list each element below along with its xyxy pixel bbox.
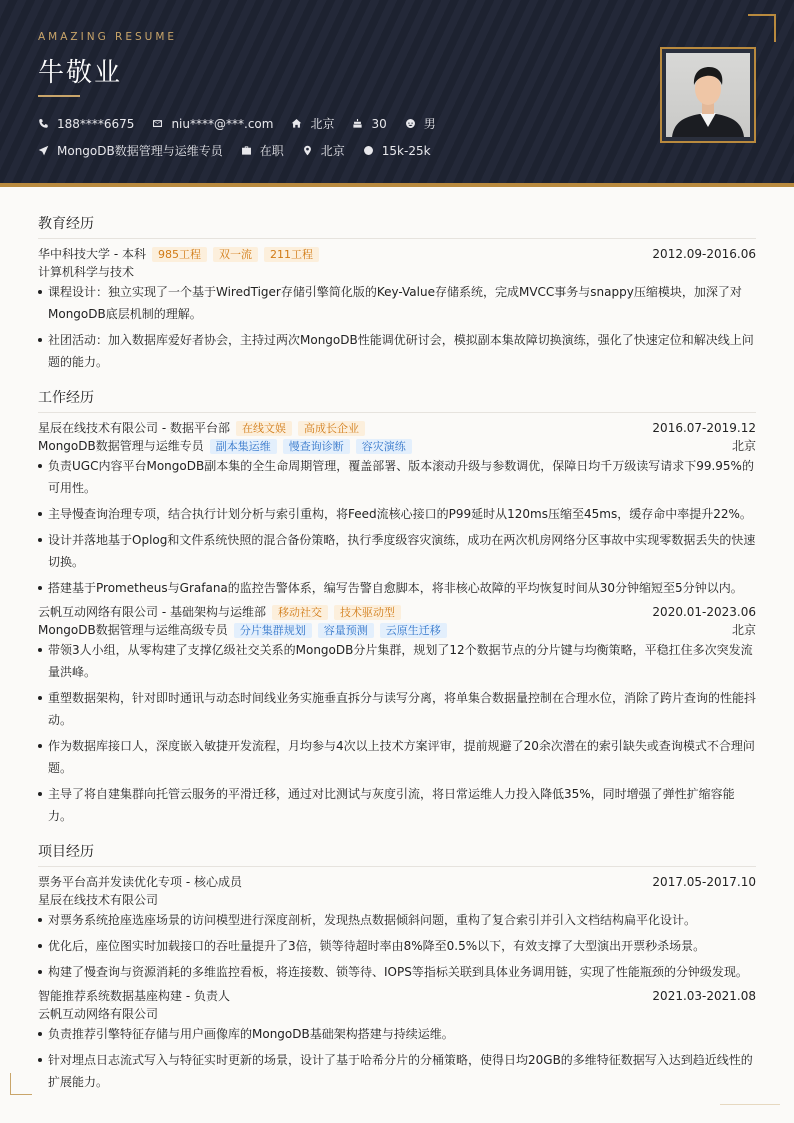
major-name: 计算机科学与技术 (38, 265, 135, 279)
salary-text: 15k-25k (381, 143, 431, 158)
brand-label: AMAZING RESUME (38, 31, 178, 43)
cake-icon (352, 118, 363, 129)
email-info (152, 117, 273, 131)
list-item: 负责UGC内容平台MongoDB副本集的全生命周期管理，覆盖部署、版本滚动升级与参数调优，保障日均千万级读写请求下99.95%的可用性。 (38, 455, 756, 499)
project-name: 票务平台高并发读优化专项 - 核心成员 (38, 875, 242, 889)
project-date: 2017.05-2017.10 (652, 875, 756, 889)
age-text: 30 (371, 116, 387, 131)
work-bullets (38, 639, 756, 827)
money-icon (363, 145, 374, 156)
work-entry (38, 419, 756, 599)
candidate-name: 牛敬业 (38, 58, 123, 88)
list-item: 重塑数据架构，针对即时通讯与动态时间线业务实施垂直拆分与读写分离，将单集合数据量控制在合理水位，消除了跨片查询的性能抖动。 (38, 687, 756, 731)
role-tag: 分片集群规划 (234, 623, 312, 638)
company-name: 云帆互动网络有限公司 - 基础架构与运维部 (38, 605, 266, 619)
corner-ornament-bottom-left (10, 1073, 32, 1095)
list-item: 对票务系统抢座选座场景的访问模型进行深度剖析，发现热点数据倾斜问题，重构了复合索引并引入文档结构扁平化设计。 (38, 909, 756, 931)
project-name: 智能推荐系统数据基座构建 - 负责人 (38, 989, 230, 1003)
phone-info (38, 117, 134, 131)
target-city-text: 北京 (320, 144, 345, 158)
city-text: 北京 (310, 117, 335, 131)
work-role-row (38, 621, 756, 639)
school-tag: 985工程 (152, 247, 207, 262)
role-tag: 慢查询诊断 (283, 439, 350, 454)
work-city: 北京 (731, 439, 756, 453)
company-tag: 移动社交 (272, 605, 328, 620)
job-info (38, 142, 223, 159)
role-tag: 副本集运维 (210, 439, 277, 454)
work-company-row (38, 419, 756, 437)
section-title-projects: 项目经历 (38, 841, 756, 867)
role-tag: 云原生迁移 (380, 623, 447, 638)
location-icon (302, 145, 313, 156)
work-entry (38, 603, 756, 827)
home-icon (291, 118, 302, 129)
company-tag: 高成长企业 (298, 421, 365, 436)
name-underline (38, 95, 80, 97)
phone-icon (38, 118, 49, 129)
work-bullets (38, 455, 756, 599)
company-tag: 在线文娱 (236, 421, 292, 436)
work-role-row (38, 437, 756, 455)
project-head (38, 987, 756, 1005)
header-gold-divider (0, 183, 794, 187)
job-row (38, 142, 449, 159)
list-item: 构建了慢查询与资源消耗的多维监控看板，将连接数、锁等待、IOPS等指标关联到具体业务调用链，实现了性能瓶颈的分钟级发现。 (38, 961, 756, 983)
education-bullets (38, 281, 756, 373)
mail-icon (152, 118, 163, 129)
gender-info (405, 115, 436, 132)
project-company: 星辰在线技术有限公司 (38, 893, 159, 907)
education-head (38, 245, 756, 263)
corner-ornament-top-right (748, 14, 776, 42)
project-date: 2021.03-2021.08 (652, 989, 756, 1003)
briefcase-icon (241, 145, 252, 156)
role-tag: 容量预测 (318, 623, 374, 638)
work-city: 北京 (731, 623, 756, 637)
salary-info (363, 144, 431, 158)
project-bullets (38, 1023, 756, 1093)
corner-ornament-bottom-right (720, 1104, 780, 1105)
target-city-info (302, 142, 345, 159)
send-icon (38, 145, 49, 156)
section-title-work: 工作经历 (38, 387, 756, 413)
profile-photo-frame (660, 47, 756, 143)
list-item: 主导慢查询治理专项，结合执行计划分析与索引重构，将Feed流核心接口的P99延时从120ms压缩至45ms，缓存命中率提升22%。 (38, 503, 756, 525)
list-item: 带领3人小组，从零构建了支撑亿级社交关系的MongoDB分片集群，规划了12个数据节点的分片键与均衡策略，平稳扛住多次突发流量洪峰。 (38, 639, 756, 683)
contact-row (38, 115, 454, 132)
work-date: 2020.01-2023.06 (652, 605, 756, 619)
role-name: MongoDB数据管理与运维高级专员 (38, 623, 228, 637)
email-text: niu****@***.com (171, 116, 274, 131)
role-name: MongoDB数据管理与运维专员 (38, 439, 204, 453)
role-tag: 容灾演练 (356, 439, 412, 454)
major-row (38, 263, 756, 281)
list-item: 针对埋点日志流式写入与特征实时更新的场景，设计了基于哈希分片的分桶策略，使得日均20GB的多维特征数据写入达到趋近线性的扩展能力。 (38, 1049, 756, 1093)
gender-icon (405, 118, 416, 129)
project-company-row (38, 891, 756, 909)
project-bullets (38, 909, 756, 983)
age-info (352, 117, 386, 131)
status-text: 在职 (259, 144, 284, 158)
list-item: 负责推荐引擎特征存储与用户画像库的MongoDB基础架构搭建与持续运维。 (38, 1023, 756, 1045)
list-item: 社团活动：加入数据库爱好者协会，主持过两次MongoDB性能调优研讨会，模拟副本集故障切换演练，强化了快速定位和解决线上问题的能力。 (38, 329, 756, 373)
school-tag: 双一流 (213, 247, 258, 262)
work-date: 2016.07-2019.12 (652, 421, 756, 435)
work-company-row (38, 603, 756, 621)
school-tag: 211工程 (264, 247, 319, 262)
list-item: 课程设计：独立实现了一个基于WiredTiger存储引擎简化版的Key-Value存储系统，完成MVCC事务与snappy压缩模块，加深了对MongoDB底层机制的理解。 (38, 281, 756, 325)
list-item: 优化后，座位图实时加载接口的吞吐量提升了3倍，锁等待超时率由8%降至0.5%以下，有效支撑了大型演出开票秒杀场景。 (38, 935, 756, 957)
education-entry (38, 245, 756, 373)
company-tag: 技术驱动型 (334, 605, 401, 620)
project-company-row (38, 1005, 756, 1023)
education-date: 2012.09-2016.06 (652, 247, 756, 261)
section-title-education: 教育经历 (38, 213, 756, 239)
avatar (666, 53, 750, 137)
phone-text: 188****6675 (57, 116, 135, 131)
gender-text: 男 (423, 117, 436, 131)
list-item: 搭建基于Prometheus与Grafana的监控告警体系，编写告警自愈脚本，将非核心故障的平均恢复时间从30分钟缩短至5分钟以内。 (38, 577, 756, 599)
list-item: 作为数据库接口人，深度嵌入敏捷开发流程，月均参与4次以上技术方案评审，提前规避了20余次潜在的索引缺失或查询模式不合理问题。 (38, 735, 756, 779)
school-name: 华中科技大学 - 本科 (38, 247, 146, 261)
list-item: 主导了将自建集群向托管云服务的平滑迁移，通过对比测试与灰度引流，将日常运维人力投入降低35%，同时增强了弹性扩缩容能力。 (38, 783, 756, 827)
city-info (291, 115, 334, 132)
company-name: 星辰在线技术有限公司 - 数据平台部 (38, 421, 230, 435)
list-item: 设计并落地基于Oplog和文件系统快照的混合备份策略，执行季度级容灾演练，成功在两次机房网络分区事故中实现零数据丢失的快速切换。 (38, 529, 756, 573)
resume-body (38, 200, 756, 1097)
project-company: 云帆互动网络有限公司 (38, 1007, 159, 1021)
project-entry (38, 873, 756, 983)
job-text: MongoDB数据管理与运维专员 (57, 144, 223, 158)
project-head (38, 873, 756, 891)
status-info (241, 142, 284, 159)
project-entry (38, 987, 756, 1093)
